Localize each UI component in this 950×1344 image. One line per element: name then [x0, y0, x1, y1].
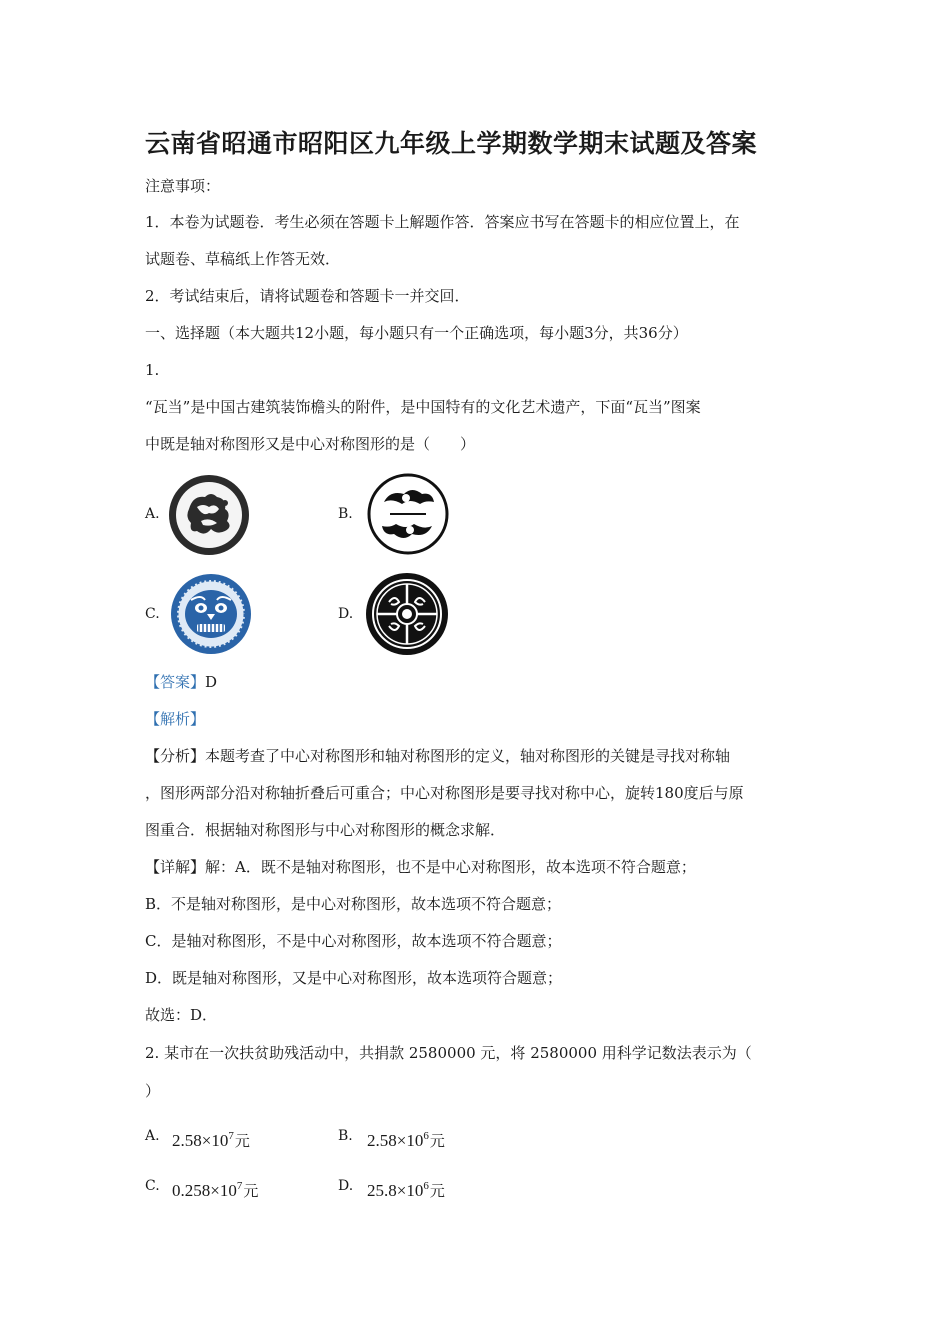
q2-c-exponent: 7: [236, 1180, 243, 1192]
option-d-label: D.: [338, 606, 354, 622]
option-a-label: A.: [145, 506, 160, 522]
q2-a-exponent: 7: [228, 1130, 234, 1142]
detail-line-2: B．不是轴对称图形，是中心对称图形，故本选项不符合题意；: [145, 895, 562, 913]
question-1-number: 1.: [145, 361, 160, 379]
q2-option-b-expression: [367, 1126, 445, 1152]
fenxi-line-3: 图重合．根据轴对称图形与中心对称图形的概念求解．: [145, 821, 506, 839]
q2-a-mantissa: 2.58: [172, 1131, 202, 1150]
fenxi-line-2: ，图形两部分沿对称轴折叠后可重合；中心对称图形是要寻找对称中心，旋转180度后与原: [145, 784, 744, 802]
question-2-stem-line-2: ）: [145, 1082, 161, 1100]
question-2-stem-line-1: 2. 某市在一次扶贫助残活动中，共捐款 2580000 元，将 2580000 用科学记数法表示为（: [145, 1044, 752, 1062]
q2-option-a-label: A.: [145, 1128, 160, 1144]
question-1-stem-line-1: “瓦当”是中国古建筑装饰檐头的附件，是中国特有的文化艺术遗产，下面“瓦当”图案: [145, 398, 701, 416]
q2-c-times: ×10: [210, 1181, 237, 1200]
analysis-tag: 【解析】: [145, 710, 206, 728]
q2-option-b-label: B.: [338, 1128, 353, 1144]
q2-a-times: ×10: [201, 1131, 229, 1150]
option-b-label: B.: [338, 506, 353, 522]
q2-b-mantissa: 2.58: [367, 1131, 397, 1150]
q2-b-exponent: 6: [423, 1130, 429, 1142]
q2-option-a-expression: [172, 1126, 250, 1152]
notice-item-1-line-1: 1．本卷为试题卷．考生必须在答题卡上解题作答．答案应书写在答题卡的相应位置上，在: [145, 213, 740, 231]
tiger-tile-image: [167, 473, 251, 557]
q2-b-times: ×10: [396, 1131, 424, 1150]
q2-option-d-expression: [367, 1176, 445, 1202]
notice-item-2: 2．考试结束后，请将试题卷和答题卡一并交回．: [145, 287, 470, 305]
detail-line-1: [145, 857, 696, 877]
cloud-tile-image: [366, 472, 450, 556]
detail-line-4: D．既是轴对称图形，又是中心对称图形，故本选项符合题意；: [145, 969, 563, 987]
q2-b-unit: 元: [429, 1134, 445, 1150]
q2-d-exponent: 6: [423, 1180, 429, 1192]
detail-text-1: 解：A．既不是轴对称图形，也不是中心对称图形，故本选项不符合题意；: [205, 858, 696, 876]
mask-tile-image: [169, 572, 253, 656]
detail-tag: 【详解】: [145, 858, 206, 876]
cross-ring-tile-image: [365, 572, 449, 656]
q2-a-unit: 元: [234, 1134, 250, 1150]
page-title: 云南省昭通市昭阳区九年级上学期数学期末试题及答案: [145, 129, 758, 158]
section-heading: 一、选择题（本大题共12小题，每小题只有一个正确选项，每小题3分，共36分）: [145, 324, 688, 342]
question-1-answer: [145, 672, 217, 692]
option-c-label: C.: [145, 606, 160, 622]
answer-value: D: [205, 673, 218, 691]
fenxi-tag: 【分析】: [145, 747, 206, 765]
answer-tag: 【答案】: [145, 673, 206, 691]
q2-option-c-expression: [172, 1176, 258, 1202]
q2-d-unit: 元: [429, 1184, 445, 1200]
conclusion-line: 故选：D．: [145, 1006, 218, 1024]
fenxi-text-1: 本题考查了中心对称图形和轴对称图形的定义，轴对称图形的关键是寻找对称轴: [205, 747, 731, 765]
fenxi-line-1: [145, 746, 730, 766]
q2-d-mantissa: 25.8: [367, 1181, 397, 1200]
q2-option-c-label: C.: [145, 1178, 160, 1194]
q2-option-d-label: D.: [338, 1178, 354, 1194]
detail-line-3: C．是轴对称图形，不是中心对称图形，故本选项不符合题意；: [145, 932, 562, 950]
notice-heading: 注意事项：: [145, 177, 221, 195]
q2-d-times: ×10: [396, 1181, 424, 1200]
q2-c-unit: 元: [243, 1184, 259, 1200]
q2-c-mantissa: 0.258: [172, 1181, 211, 1200]
notice-item-1-line-2: 试题卷、草稿纸上作答无效．: [145, 250, 341, 268]
question-1-stem-line-2: 中既是轴对称图形又是中心对称图形的是（ ）: [145, 435, 476, 453]
